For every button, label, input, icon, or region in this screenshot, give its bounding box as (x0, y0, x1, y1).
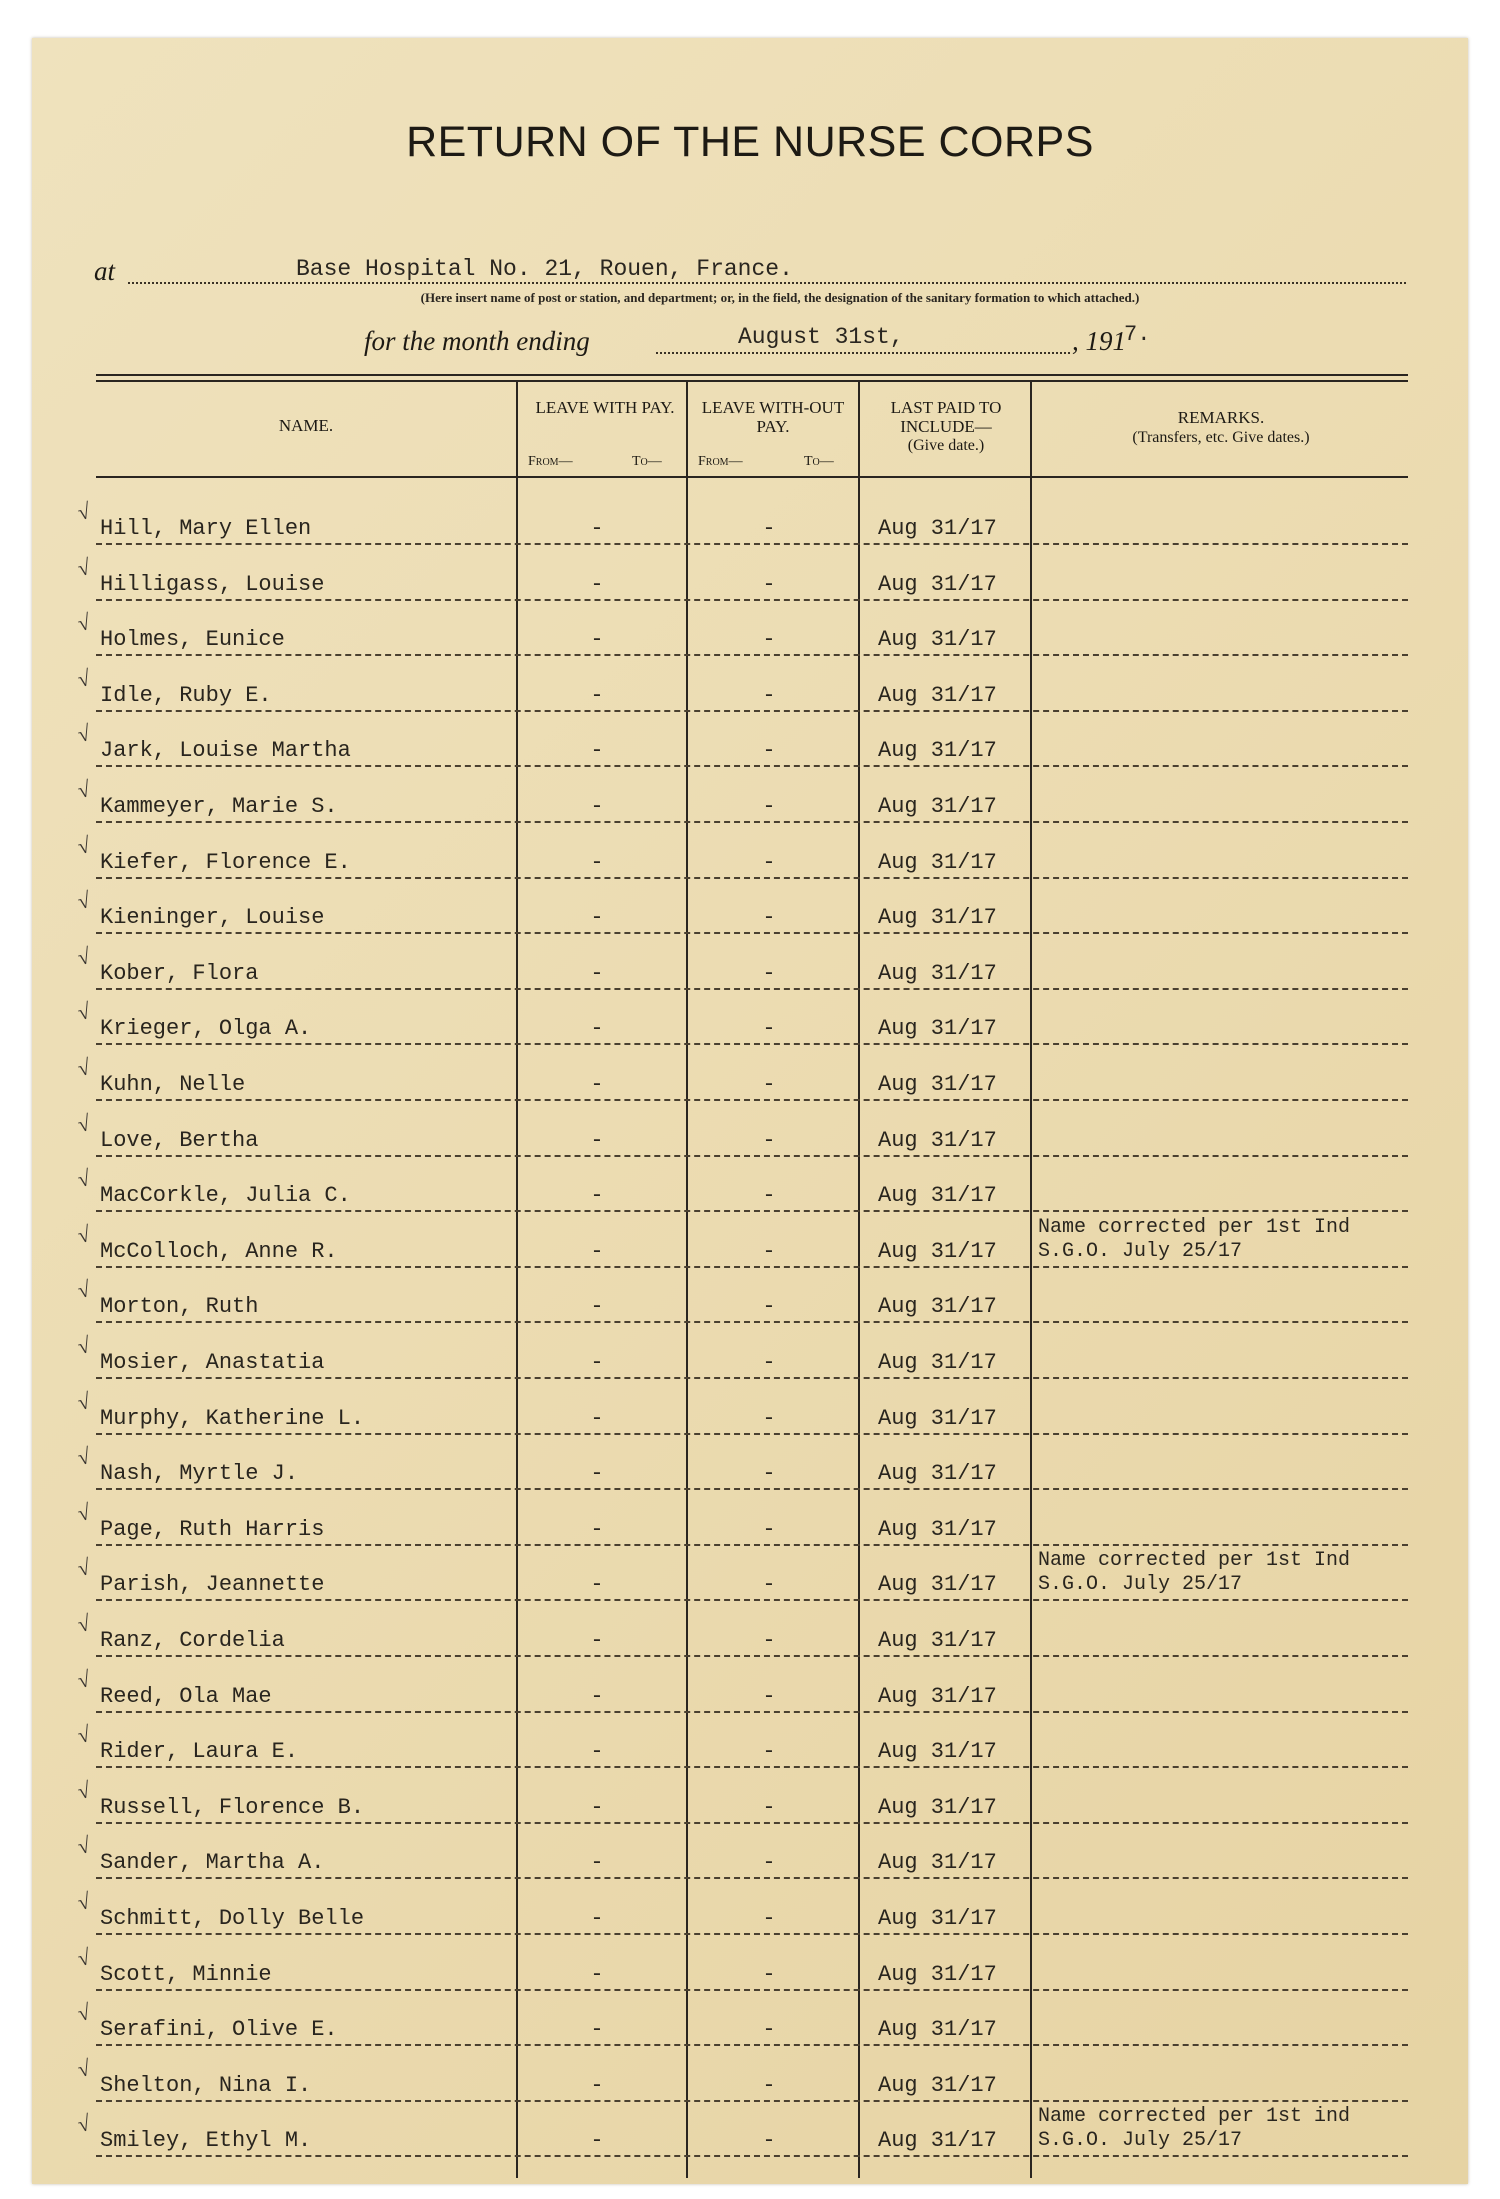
leave-without-pay-value: - (762, 683, 776, 708)
last-paid-date: Aug 31/17 (878, 2017, 997, 2042)
nurse-name: McColloch, Anne R. (100, 1239, 338, 1264)
table-row (75, 1100, 1408, 1157)
check-mark-icon: √ (75, 1777, 93, 1804)
leave-without-pay-value: - (762, 1572, 776, 1597)
table-row (75, 1322, 1408, 1379)
leave-with-pay-value: - (590, 1517, 604, 1542)
month-line (656, 352, 1070, 354)
check-mark-icon: √ (75, 943, 93, 970)
nurse-name: Kieninger, Louise (100, 905, 325, 930)
remark-text: Name corrected per 1st Ind S.G.O. July 25/17 (1038, 1216, 1351, 1263)
table-row (75, 1656, 1408, 1713)
table-row (75, 766, 1408, 823)
station-hint: (Here insert name of post or station, and department; or, in the field, the designation of the sanitary formation to which attached.) (420, 290, 1140, 305)
year-value: 7. (1124, 322, 1151, 347)
nurse-name: Shelton, Nina I. (100, 2073, 312, 2098)
header-last-paid-sub: (Give date.) (907, 437, 985, 454)
header-to: To— (632, 454, 662, 469)
leave-with-pay-value: - (590, 1572, 604, 1597)
check-mark-icon: √ (75, 2110, 93, 2137)
table-row (75, 1266, 1408, 1323)
table-row (75, 1378, 1408, 1435)
last-paid-date: Aug 31/17 (878, 516, 997, 541)
table-row (75, 822, 1408, 879)
last-paid-date: Aug 31/17 (878, 1962, 997, 1987)
last-paid-date: Aug 31/17 (878, 1850, 997, 1875)
header-from: From— (698, 454, 743, 469)
check-mark-icon: √ (75, 1054, 93, 1081)
table-row (75, 988, 1408, 1045)
nurse-name: Hill, Mary Ellen (100, 516, 312, 541)
document-title: RETURN OF THE NURSE CORPS (406, 118, 1094, 166)
leave-with-pay-value: - (590, 1294, 604, 1319)
leave-without-pay-value: - (762, 961, 776, 986)
check-mark-icon: √ (75, 887, 93, 914)
leave-with-pay-value: - (590, 1016, 604, 1041)
leave-without-pay-value: - (762, 1072, 776, 1097)
table-row (75, 710, 1408, 767)
last-paid-date: Aug 31/17 (878, 1239, 997, 1264)
last-paid-date: Aug 31/17 (878, 1517, 997, 1542)
leave-with-pay-value: - (590, 2073, 604, 2098)
nurse-name: Jark, Louise Martha (100, 738, 351, 763)
nurse-name: Rider, Laura E. (100, 1739, 299, 1764)
nurse-name: Sander, Martha A. (100, 1850, 325, 1875)
top-rule (96, 374, 1408, 376)
check-mark-icon: √ (75, 1221, 93, 1248)
leave-with-pay-value: - (590, 1850, 604, 1875)
header-bottom-rule (96, 476, 1408, 478)
table-row (75, 1767, 1408, 1824)
check-mark-icon: √ (75, 1554, 93, 1581)
nurse-name: Kuhn, Nelle (100, 1072, 246, 1097)
check-mark-icon: √ (75, 609, 93, 636)
leave-with-pay-value: - (590, 1795, 604, 1820)
nurse-name: Russell, Florence B. (100, 1795, 365, 1820)
table-row (75, 599, 1408, 656)
leave-with-pay-value: - (590, 516, 604, 541)
nurse-name: Ranz, Cordelia (100, 1628, 285, 1653)
check-mark-icon: √ (75, 1110, 93, 1137)
leave-without-pay-value: - (762, 1406, 776, 1431)
leave-without-pay-value: - (762, 1850, 776, 1875)
table-row (75, 488, 1408, 545)
leave-with-pay-value: - (590, 961, 604, 986)
table-row (75, 1211, 1408, 1268)
last-paid-date: Aug 31/17 (878, 1795, 997, 1820)
leave-without-pay-value: - (762, 1183, 776, 1208)
year-prefix: , 191 (1072, 326, 1126, 356)
leave-with-pay-value: - (590, 2017, 604, 2042)
nurse-name: Smiley, Ethyl M. (100, 2128, 312, 2153)
check-mark-icon: √ (75, 1165, 93, 1192)
last-paid-date: Aug 31/17 (878, 1739, 997, 1764)
last-paid-date: Aug 31/17 (878, 1406, 997, 1431)
last-paid-date: Aug 31/17 (878, 1906, 997, 1931)
leave-with-pay-value: - (590, 738, 604, 763)
check-mark-icon: √ (75, 1388, 93, 1415)
leave-with-pay-value: - (590, 794, 604, 819)
check-mark-icon: √ (75, 1332, 93, 1359)
check-mark-icon: √ (75, 1610, 93, 1637)
check-mark-icon: √ (75, 1276, 93, 1303)
nurse-name: Serafini, Olive E. (100, 2017, 338, 2042)
nurse-name: Schmitt, Dolly Belle (100, 1906, 365, 1931)
table-row (75, 2100, 1408, 2157)
header-leave-with-pay: LEAVE WITH PAY. (535, 398, 675, 417)
last-paid-date: Aug 31/17 (878, 1350, 997, 1375)
nurse-name: Mosier, Anastatia (100, 1350, 325, 1375)
leave-without-pay-value: - (762, 1962, 776, 1987)
nurse-name: MacCorkle, Julia C. (100, 1183, 351, 1208)
last-paid-date: Aug 31/17 (878, 738, 997, 763)
leave-without-pay-value: - (762, 850, 776, 875)
table-row (75, 1433, 1408, 1490)
leave-without-pay-value: - (762, 1350, 776, 1375)
leave-without-pay-value: - (762, 1628, 776, 1653)
header-remarks-sub: (Transfers, etc. Give dates.) (1132, 429, 1310, 446)
check-mark-icon: √ (75, 1443, 93, 1470)
last-paid-date: Aug 31/17 (878, 683, 997, 708)
month-value: August 31st, (738, 324, 904, 350)
check-mark-icon: √ (75, 2055, 93, 2082)
check-mark-icon: √ (75, 776, 93, 803)
table-row (75, 1155, 1408, 1212)
nurse-name: Hilligass, Louise (100, 572, 325, 597)
leave-with-pay-value: - (590, 1128, 604, 1153)
nurse-name: Reed, Ola Mae (100, 1684, 272, 1709)
last-paid-date: Aug 31/17 (878, 794, 997, 819)
last-paid-date: Aug 31/17 (878, 572, 997, 597)
table-row (75, 1544, 1408, 1601)
check-mark-icon: √ (75, 832, 93, 859)
last-paid-date: Aug 31/17 (878, 627, 997, 652)
check-mark-icon: √ (75, 1888, 93, 1915)
leave-without-pay-value: - (762, 2128, 776, 2153)
table-row (75, 655, 1408, 712)
table-row (75, 1044, 1408, 1101)
leave-with-pay-value: - (590, 1350, 604, 1375)
leave-with-pay-value: - (590, 1183, 604, 1208)
remark-text: Name corrected per 1st Ind S.G.O. July 25/17 (1038, 1549, 1351, 1596)
check-mark-icon: √ (75, 998, 93, 1025)
header-name: NAME. (278, 416, 334, 435)
last-paid-date: Aug 31/17 (878, 1128, 997, 1153)
leave-with-pay-value: - (590, 627, 604, 652)
last-paid-date: Aug 31/17 (878, 905, 997, 930)
header-from: From— (528, 454, 573, 469)
leave-without-pay-value: - (762, 1294, 776, 1319)
leave-without-pay-value: - (762, 1239, 776, 1264)
last-paid-date: Aug 31/17 (878, 1016, 997, 1041)
nurse-name: Page, Ruth Harris (100, 1517, 325, 1542)
check-mark-icon: √ (75, 1832, 93, 1859)
month-label: for the month ending (364, 326, 590, 356)
nurse-name: Kammeyer, Marie S. (100, 794, 338, 819)
top-rule-second (96, 380, 1408, 382)
nurse-name: Murphy, Katherine L. (100, 1406, 365, 1431)
leave-with-pay-value: - (590, 2128, 604, 2153)
header-remarks: REMARKS. (1177, 408, 1265, 427)
leave-with-pay-value: - (590, 572, 604, 597)
nurse-name: Nash, Myrtle J. (100, 1461, 299, 1486)
remark-text: Name corrected per 1st ind S.G.O. July 25/17 (1038, 2105, 1351, 2152)
table-row (75, 1878, 1408, 1935)
check-mark-icon: √ (75, 1999, 93, 2026)
nurse-name: Morton, Ruth (100, 1294, 259, 1319)
table-row (75, 2045, 1408, 2102)
leave-with-pay-value: - (590, 1739, 604, 1764)
leave-without-pay-value: - (762, 1906, 776, 1931)
table-row (75, 1934, 1408, 1991)
leave-without-pay-value: - (762, 572, 776, 597)
leave-without-pay-value: - (762, 1517, 776, 1542)
leave-with-pay-value: - (590, 683, 604, 708)
last-paid-date: Aug 31/17 (878, 1572, 997, 1597)
check-mark-icon: √ (75, 720, 93, 747)
table-row (75, 1989, 1408, 2046)
leave-without-pay-value: - (762, 1684, 776, 1709)
last-paid-date: Aug 31/17 (878, 1072, 997, 1097)
leave-without-pay-value: - (762, 1795, 776, 1820)
last-paid-date: Aug 31/17 (878, 1684, 997, 1709)
leave-without-pay-value: - (762, 738, 776, 763)
table-row (75, 544, 1408, 601)
leave-with-pay-value: - (590, 1406, 604, 1431)
nurse-name: Love, Bertha (100, 1128, 259, 1153)
table-row (75, 1489, 1408, 1546)
nurse-name: Parish, Jeannette (100, 1572, 325, 1597)
check-mark-icon: √ (75, 498, 93, 525)
at-line (128, 282, 1406, 284)
table-row (75, 1600, 1408, 1657)
last-paid-date: Aug 31/17 (878, 850, 997, 875)
leave-without-pay-value: - (762, 2017, 776, 2042)
nurse-name: Idle, Ruby E. (100, 683, 272, 708)
leave-with-pay-value: - (590, 1684, 604, 1709)
table-row (75, 1711, 1408, 1768)
nurse-name: Kober, Flora (100, 961, 259, 986)
check-mark-icon: √ (75, 554, 93, 581)
leave-with-pay-value: - (590, 1962, 604, 1987)
check-mark-icon: √ (75, 1666, 93, 1693)
leave-without-pay-value: - (762, 1461, 776, 1486)
check-mark-icon: √ (75, 1944, 93, 1971)
check-mark-icon: √ (75, 1499, 93, 1526)
leave-without-pay-value: - (762, 2073, 776, 2098)
last-paid-date: Aug 31/17 (878, 2128, 997, 2153)
leave-with-pay-value: - (590, 1628, 604, 1653)
leave-with-pay-value: - (590, 1072, 604, 1097)
leave-without-pay-value: - (762, 1016, 776, 1041)
last-paid-date: Aug 31/17 (878, 1461, 997, 1486)
table-row (75, 877, 1408, 934)
header-leave-without-pay: LEAVE WITH-OUT PAY. (701, 398, 845, 436)
header-last-paid: LAST PAID TO INCLUDE— (890, 398, 1002, 436)
check-mark-icon: √ (75, 665, 93, 692)
leave-with-pay-value: - (590, 1906, 604, 1931)
leave-with-pay-value: - (590, 850, 604, 875)
last-paid-date: Aug 31/17 (878, 2073, 997, 2098)
leave-with-pay-value: - (590, 1461, 604, 1486)
leave-without-pay-value: - (762, 905, 776, 930)
last-paid-date: Aug 31/17 (878, 961, 997, 986)
table-row (75, 1822, 1408, 1879)
nurse-name: Holmes, Eunice (100, 627, 285, 652)
station-value: Base Hospital No. 21, Rouen, France. (296, 256, 793, 282)
leave-without-pay-value: - (762, 516, 776, 541)
table-row (75, 933, 1408, 990)
leave-without-pay-value: - (762, 627, 776, 652)
leave-with-pay-value: - (590, 1239, 604, 1264)
last-paid-date: Aug 31/17 (878, 1183, 997, 1208)
header-to: To— (804, 454, 834, 469)
last-paid-date: Aug 31/17 (878, 1628, 997, 1653)
at-label: at (94, 256, 116, 286)
nurse-name: Kiefer, Florence E. (100, 850, 351, 875)
check-mark-icon: √ (75, 1721, 93, 1748)
leave-without-pay-value: - (762, 1128, 776, 1153)
nurse-name: Krieger, Olga A. (100, 1016, 312, 1041)
leave-without-pay-value: - (762, 794, 776, 819)
leave-without-pay-value: - (762, 1739, 776, 1764)
nurse-name: Scott, Minnie (100, 1962, 272, 1987)
leave-with-pay-value: - (590, 905, 604, 930)
last-paid-date: Aug 31/17 (878, 1294, 997, 1319)
